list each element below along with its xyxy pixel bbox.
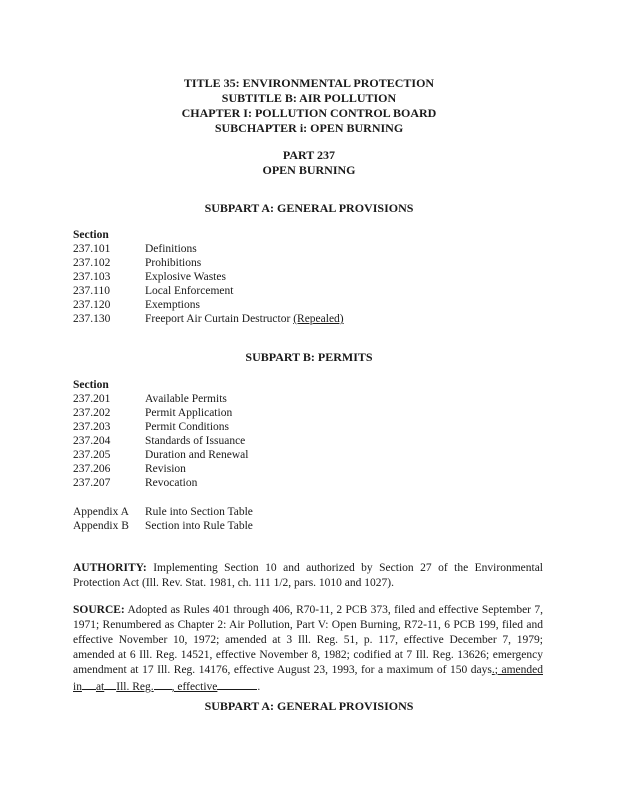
toc-row — [73, 519, 553, 533]
section-number: 237.103 — [73, 271, 111, 283]
toc-row — [73, 256, 553, 270]
struck-period: . — [491, 664, 495, 676]
section-title: Explosive Wastes — [145, 271, 226, 283]
toc-row — [73, 448, 553, 462]
toc-row — [73, 392, 553, 406]
section-title-with-note — [145, 312, 553, 326]
blank-line — [217, 678, 257, 690]
section-title: Permit Conditions — [145, 421, 230, 433]
repealed-note: (Repealed) — [293, 313, 344, 325]
section-title: Prohibitions — [145, 257, 202, 269]
toc-row — [73, 298, 553, 312]
toc-row — [73, 242, 553, 256]
source-label: SOURCE: — [73, 604, 125, 616]
section-title: Permit Application — [145, 407, 233, 419]
section-title: Standards of Issuance — [145, 435, 246, 447]
blank-line — [82, 678, 96, 690]
section-label: Section — [73, 379, 109, 391]
section-number: 237.120 — [73, 299, 111, 311]
toc-row — [73, 434, 553, 448]
subpart-a-repeat-heading: SUBPART A: GENERAL PROVISIONS — [204, 699, 414, 713]
authority-paragraph — [73, 561, 543, 591]
subpart-b-heading: SUBPART B: PERMITS — [245, 350, 373, 364]
section-number: 237.110 — [73, 285, 110, 297]
authority-label: AUTHORITY: — [73, 562, 147, 574]
toc-row — [73, 476, 553, 490]
amendment-part: ; amended in — [73, 664, 543, 693]
section-number: 237.201 — [73, 393, 111, 405]
section-number: 237.101 — [73, 243, 111, 255]
appendix-toc — [73, 505, 553, 533]
toc-row — [73, 406, 553, 420]
toc-row — [73, 420, 553, 434]
section-title: Revocation — [145, 477, 198, 489]
section-number: 237.207 — [73, 477, 111, 489]
section-number: 237.206 — [73, 463, 111, 475]
toc-row — [73, 462, 553, 476]
section-number: 237.203 — [73, 421, 111, 433]
appendix-title: Section into Rule Table — [145, 520, 253, 532]
appendix-number: Appendix B — [73, 520, 129, 532]
blank-line — [154, 678, 172, 690]
section-title: Duration and Renewal — [145, 449, 249, 461]
section-number: 237.202 — [73, 407, 111, 419]
toc-row — [73, 312, 553, 326]
amendment-part: , effective — [171, 681, 218, 693]
subpart-b-toc — [73, 378, 553, 490]
section-title: Local Enforcement — [145, 285, 234, 297]
source-text: Adopted as Rules 401 through 406, R70-11, 2 PCB 373, filed and effective September 7, 1971; Renumbered as Chapter 2: Air Pollution, Part V: Open Burning, R72-11, 6 PCB 199, filed and effective November 10, 1972; amended at 3 Ill. Reg. 51, p. 117, effective December 7, 1979; amended at 6 Ill. Reg. 14521, effective November 8, 1982; codified at 7 Ill. Reg. 13626; emergency amendment at 17 Ill. Reg. 14176, effective August 23, 1993, for a maximum of 150 days — [73, 604, 543, 676]
subpart-a-repeat-heading-block — [0, 699, 618, 714]
subchapter-heading: SUBCHAPTER i: OPEN BURNING — [214, 121, 404, 135]
section-title: Exemptions — [145, 299, 200, 311]
section-title: Definitions — [145, 243, 197, 255]
toc-row — [73, 270, 553, 284]
section-title: Freeport Air Curtain Destructor — [145, 313, 291, 325]
section-number: 237.205 — [73, 449, 111, 461]
subtitle-heading: SUBTITLE B: AIR POLLUTION — [221, 91, 397, 105]
section-label: Section — [73, 229, 109, 241]
amendment-part: at — [95, 681, 105, 693]
section-number: 237.130 — [73, 313, 111, 325]
part-name: OPEN BURNING — [262, 163, 356, 177]
chapter-heading: CHAPTER I: POLLUTION CONTROL BOARD — [181, 106, 437, 120]
section-title: Available Permits — [145, 393, 227, 405]
appendix-number: Appendix A — [73, 506, 129, 518]
source-end: . — [257, 681, 261, 693]
part-block — [0, 148, 618, 178]
title-block — [0, 76, 618, 136]
subpart-a-heading-block — [0, 201, 618, 216]
source-paragraph — [73, 603, 543, 695]
section-number: 237.204 — [73, 435, 111, 447]
appendix-title: Rule into Section Table — [145, 506, 253, 518]
subpart-a-toc — [73, 228, 553, 326]
toc-row — [73, 505, 553, 519]
section-number: 237.102 — [73, 257, 111, 269]
subpart-b-heading-block — [0, 350, 618, 365]
subpart-a-heading: SUBPART A: GENERAL PROVISIONS — [204, 201, 414, 215]
section-title: Revision — [145, 463, 186, 475]
amendment-part: Ill. Reg. — [116, 681, 154, 693]
blank-line — [104, 678, 116, 690]
part-number: PART 237 — [282, 148, 336, 162]
toc-row — [73, 284, 553, 298]
title-heading: TITLE 35: ENVIRONMENTAL PROTECTION — [183, 76, 435, 90]
authority-text: Implementing Section 10 and authorized by Section 27 of the Environmental Protection Act (Ill. Rev. Stat. 1981, ch. 111 1/2, pars. 1010 and 1027). — [73, 562, 544, 589]
